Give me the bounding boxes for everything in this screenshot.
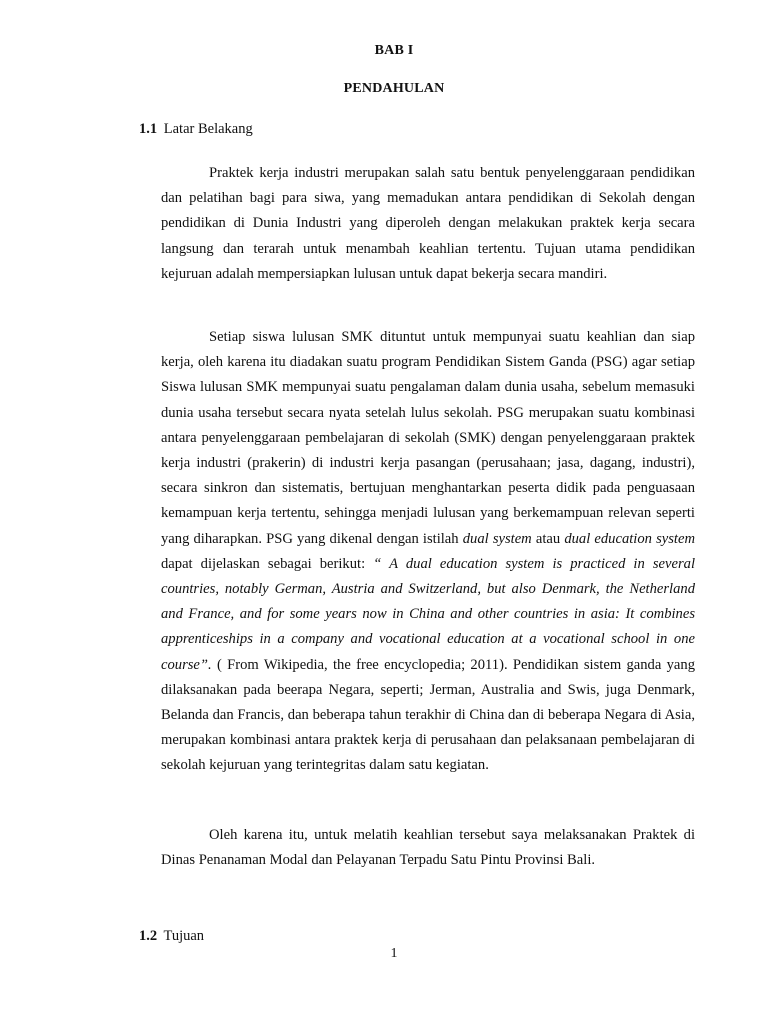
section-title: Tujuan [163, 928, 205, 944]
section-title: Latar Belakang [163, 121, 253, 137]
chapter-heading: BAB I [374, 43, 414, 58]
paragraph-2-text-c: dapat dijelaskan sebagai berikut: [161, 555, 374, 572]
section-heading-tujuan [139, 928, 204, 945]
section-number: 1.1 [139, 121, 158, 137]
paragraph-2-text-d: ( From Wikipedia, the free encyclopedia; 2011). Pendidikan sistem ganda yang dilaksanakan pada beerapa Negara, seperti; Jerman, Australia and Swis, juga Denmark, Belanda dan Francis, dan beberapa tahun terakhir di China dan di beberapa Negara di Asia, merupakan kombinasi antara praktek kerja di perusahaan dan pelaksanaan pembelajaran di sekolah kejuruan yang terintegritas dalam satu kegiatan. [161, 656, 695, 774]
term-dual-education-system: dual education system [564, 530, 696, 547]
page-number: 1 [390, 946, 398, 961]
paragraph-2-text-a: Setiap siswa lulusan SMK dituntut untuk mempunyai suatu keahlian dan siap kerja, oleh karena itu diadakan suatu program Pendidikan Sistem Ganda (PSG) agar setiap Siswa lulusan SMK mempunyai suatu pengalaman dalam dunia usaha, sebelum memasuki dunia usaha tersebut secara nyata setelah lulus sekolah. PSG merupakan suatu kombinasi antara penyelenggaraan pembelajaran di sekolah (SMK) dengan penyelenggaraan praktek kerja industri (prakerin) di industri kerja pasangan (perusahaan; jasa, dagang, industri), secara sinkron dan sistematis, bertujuan menghantarkan peserta didik pada penguasaan kemampuan kerja tertentu, sehingga menjadi lulusan yang berkemampuan relevan seperti yang diharapkan. PSG yang dikenal dengan istilah [161, 329, 695, 547]
section-heading-latar-belakang [139, 121, 253, 138]
wikipedia-quote: “ A dual education system is practiced in several countries, notably German, Austria and Switzerland, but also Denmark, the Netherland and France, and for some years now in China and other countries in asia: It combines apprenticeships in a company and vocational education at a vocational school in one course”. [161, 555, 695, 673]
section-number: 1.2 [139, 928, 158, 944]
paragraph-2-text-b: atau [531, 530, 565, 547]
chapter-title: PENDAHULAN [343, 81, 445, 96]
paragraph-2 [161, 325, 695, 779]
term-dual-system: dual system [462, 530, 532, 547]
paragraph-1: Praktek kerja industri merupakan salah satu bentuk penyelenggaraan pendidikan dan pelatihan bagi para siwa, yang memadukan antara pendidikan di Sekolah dengan pendidikan di Dunia Industri yang diperoleh dengan melakukan praktek kerja secara langsung dan terarah untuk menambah keahlian tertentu. Tujuan utama pendidikan kejuruan adalah mempersiapkan lulusan untuk dapat bekerja secara mandiri. [161, 165, 695, 282]
paragraph-3: Oleh karena itu, untuk melatih keahlian tersebut saya melaksanakan Praktek di Dinas Penanaman Modal dan Pelayanan Terpadu Satu Pintu Provinsi Bali. [161, 827, 695, 869]
